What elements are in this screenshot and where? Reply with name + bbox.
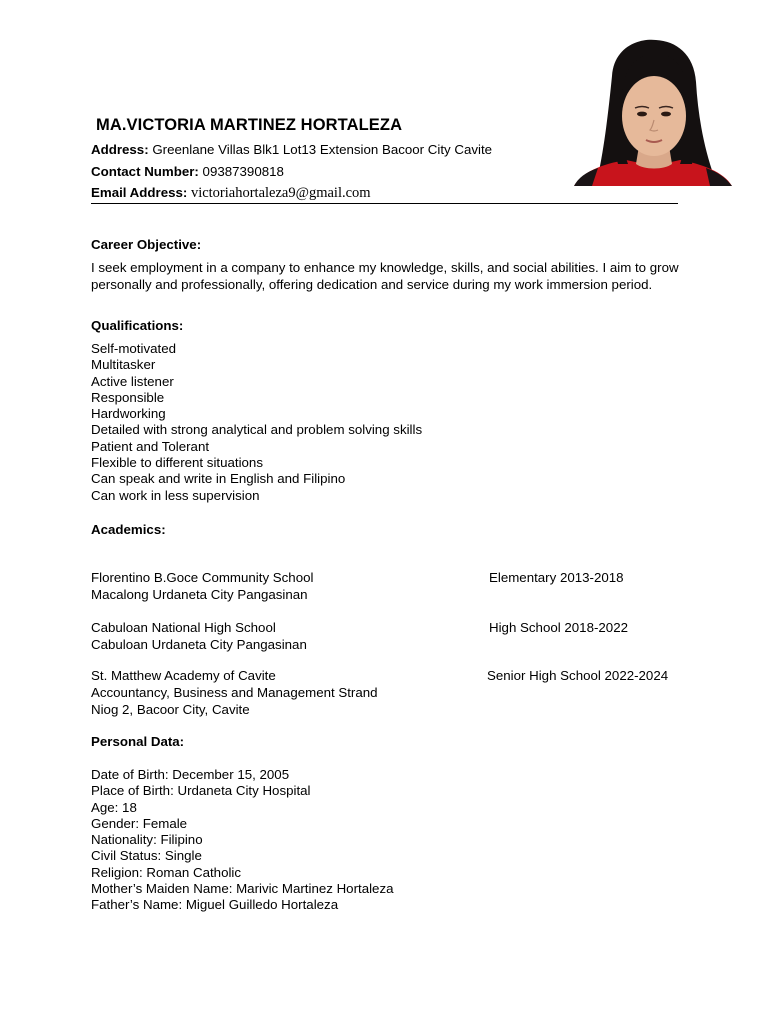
personal-data-item: Nationality: Filipino bbox=[91, 832, 203, 848]
qualification-item: Detailed with strong analytical and problem solving skills bbox=[91, 422, 423, 438]
address-label: Address: bbox=[91, 142, 149, 157]
personal-data-item: Mother’s Maiden Name: Marivic Martinez Hortaleza bbox=[91, 881, 394, 897]
personal-data-item: Gender: Female bbox=[91, 815, 188, 831]
career-objective-heading: Career Objective: bbox=[91, 237, 202, 252]
qualification-item: Multitasker bbox=[91, 357, 156, 373]
portrait-photo bbox=[568, 36, 734, 186]
email-label: Email Address: bbox=[91, 185, 188, 200]
qualification-item: Can work in less supervision bbox=[91, 487, 260, 503]
school-name: St. Matthew Academy of Cavite bbox=[91, 668, 276, 683]
school-address: Macalong Urdaneta City Pangasinan bbox=[91, 587, 308, 602]
qualification-item: Can speak and write in English and Filipino bbox=[91, 471, 346, 487]
academics-heading: Academics: bbox=[91, 522, 166, 537]
qualification-item: Responsible bbox=[91, 389, 165, 405]
personal-data-heading: Personal Data: bbox=[91, 734, 185, 749]
qualifications-list bbox=[91, 341, 422, 504]
personal-data-item: Civil Status: Single bbox=[91, 848, 202, 864]
email-line bbox=[91, 185, 371, 202]
qualifications-heading: Qualifications: bbox=[91, 318, 184, 333]
school-strand: Accountancy, Business and Management Strand bbox=[91, 685, 378, 700]
header-divider bbox=[91, 203, 678, 204]
personal-data-item: Age: 18 bbox=[91, 799, 137, 815]
personal-data-item: Father’s Name: Miguel Guilledo Hortaleza bbox=[91, 897, 339, 913]
contact-number-line bbox=[91, 164, 284, 179]
school-name: Cabuloan National High School bbox=[91, 620, 276, 635]
qualification-item: Patient and Tolerant bbox=[91, 438, 210, 454]
qualification-item: Self-motivated bbox=[91, 341, 176, 356]
email-value: victoriahortaleza9@gmail.com bbox=[187, 185, 371, 201]
applicant-name: MA.VICTORIA MARTINEZ HORTALEZA bbox=[96, 116, 403, 134]
school-level: High School 2018-2022 bbox=[489, 620, 628, 635]
qualification-item: Active listener bbox=[91, 373, 174, 389]
contact-number-label: Contact Number: bbox=[91, 164, 199, 179]
school-name: Florentino B.Goce Community School bbox=[91, 570, 314, 585]
address-line bbox=[91, 142, 492, 157]
school-address: Niog 2, Bacoor City, Cavite bbox=[91, 702, 250, 717]
career-objective-text: I seek employment in a company to enhance my knowledge, skills, and social abilities. I aim to grow personally and professionally, offering dedication and service during my work immersion period. bbox=[91, 260, 679, 292]
personal-data-list bbox=[91, 767, 394, 914]
personal-data-item: Date of Birth: December 15, 2005 bbox=[91, 767, 290, 782]
school-level: Elementary 2013-2018 bbox=[489, 570, 624, 585]
personal-data-item: Religion: Roman Catholic bbox=[91, 864, 242, 880]
portrait-photo-icon bbox=[568, 36, 734, 186]
school-level: Senior High School 2022-2024 bbox=[487, 668, 669, 683]
contact-number-value: 09387390818 bbox=[198, 164, 284, 179]
qualification-item: Hardworking bbox=[91, 406, 166, 422]
address-value: Greenlane Villas Blk1 Lot13 Extension Bacoor City Cavite bbox=[148, 142, 493, 157]
personal-data-item: Place of Birth: Urdaneta City Hospital bbox=[91, 783, 311, 799]
school-address: Cabuloan Urdaneta City Pangasinan bbox=[91, 637, 307, 652]
qualification-item: Flexible to different situations bbox=[91, 455, 263, 471]
